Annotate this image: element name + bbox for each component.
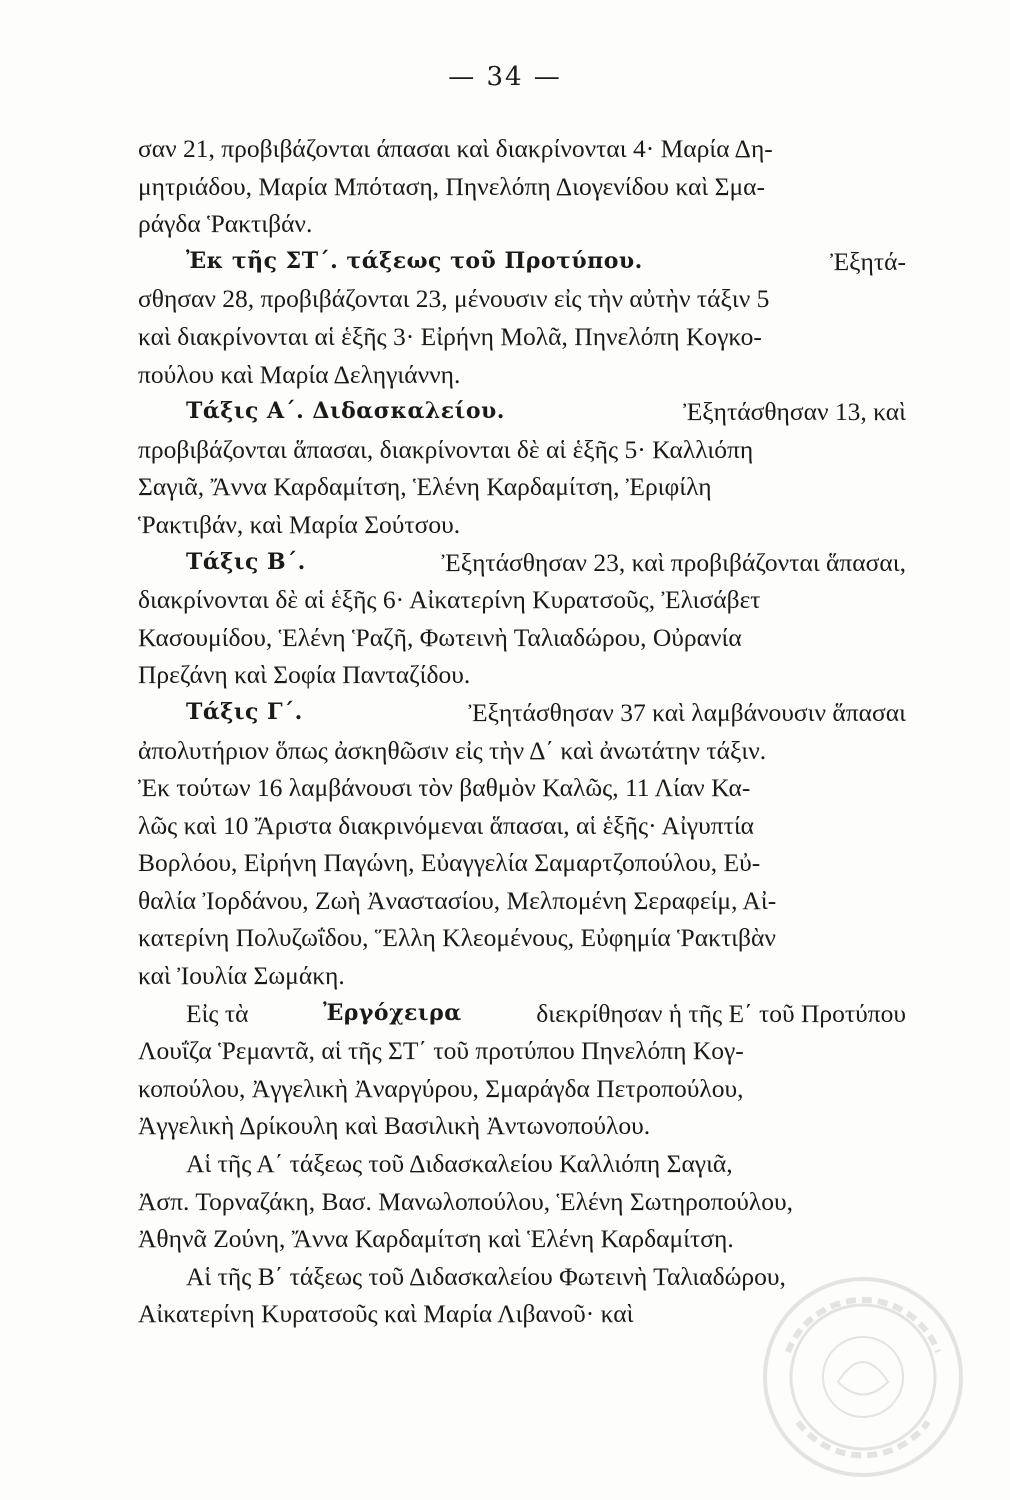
text-line [138, 957, 906, 995]
section-heading: Τάξις Γ΄. [186, 698, 303, 725]
line-text: καὶ Ἰουλία Σωμάκη. [138, 961, 345, 991]
line-text: διακρίνονται δὲ αἱ ἑξῆς 6· Αἰκατερίνη Κυρατσοῦς, Ἐλισάβετ [138, 585, 761, 615]
text-line [138, 769, 906, 807]
line-text: Βορλόου, Εἰρήνη Παγώνη, Εὐαγγελία Σαμαρτζοπούλου, Εὐ- [138, 848, 761, 878]
line-text: θαλία Ἰορδάνου, Ζωὴ Ἀναστασίου, Μελπομένη Σεραφείμ, Αἰ- [138, 885, 777, 915]
library-seal-stamp-icon [758, 1272, 968, 1482]
text-line [138, 544, 906, 582]
line-text: Ἐξητά- [830, 246, 906, 276]
text-line [138, 431, 906, 469]
line-text: Ἀσπ. Τορναζάκη, Βασ. Μανωλοπούλου, Ἑλένη Σωτηροπούλου, [138, 1186, 793, 1216]
line-lead: Εἰς τὰ [186, 998, 249, 1028]
text-line [138, 318, 906, 356]
text-line [138, 393, 906, 431]
text-line [138, 168, 906, 206]
text-line [138, 694, 906, 732]
text-line [138, 1220, 906, 1258]
line-text: πούλου καὶ Μαρία Δεληγιάννη. [138, 359, 461, 389]
line-text: Κασουμίδου, Ἑλένη Ῥαζῆ, Φωτεινὴ Ταλιαδώρου, Οὐρανία [138, 622, 742, 652]
line-text: Ἐκ τούτων 16 λαμβάνουσι τὸν βαθμὸν Καλῶς, 11 Λίαν Κα- [138, 773, 751, 803]
section-heading: Τάξις Α΄. Διδασκαλείου. [186, 398, 505, 425]
text-line [138, 1070, 906, 1108]
text-line [138, 130, 906, 168]
text-line [138, 506, 906, 544]
line-text: Ἐξητάσθησαν 37 καὶ λαμβάνουσιν ἅπασαι [468, 697, 906, 727]
line-text: Πρεζάνη καὶ Σοφία Πανταζίδου. [138, 660, 471, 690]
text-line [138, 882, 906, 920]
line-text: προβιβάζονται ἅπασαι, διακρίνονται δὲ αἱ ἑξῆς 5· Καλλιόπη [138, 434, 754, 464]
line-text: λῶς καὶ 10 Ἄριστα διακρινόμεναι ἅπασαι, αἱ ἑξῆς· Αἰγυπτία [138, 810, 755, 840]
line-text: καὶ διακρίνονται αἱ ἑξῆς 3· Εἰρήνη Μολᾶ, Πηνελόπη Κογκο- [138, 321, 762, 351]
text-line [138, 1107, 906, 1145]
line-text: διεκρίθησαν ἡ τῆς Ε΄ τοῦ Προτύπου [536, 998, 906, 1028]
text-line [138, 1183, 906, 1221]
line-text: σθησαν 28, προβιβάζονται 23, μένουσιν εἰς τὴν αὐτὴν τάξιν 5 [138, 284, 770, 314]
line-text: Ῥακτιβάν, καὶ Μαρία Σούτσου. [138, 509, 461, 539]
text-line [138, 1032, 906, 1070]
page-number: — 34 — [448, 62, 562, 92]
line-text: σαν 21, προβιβάζονται άπασαι καὶ διακρίνονται 4· Μαρία Δη- [138, 134, 773, 163]
line-text: Αἰκατερίνη Κυρατσοῦς καὶ Μαρία Λιβανοῦ· καὶ [138, 1299, 634, 1329]
text-line [138, 732, 906, 770]
text-line [138, 280, 906, 318]
text-line [138, 356, 906, 394]
text-line [138, 619, 906, 657]
line-text: Σαγιᾶ, Ἄννα Καρδαμίτση, Ἑλένη Καρδαμίτση, Ἐριφίλη [138, 472, 712, 502]
text-line [138, 581, 906, 619]
body-text [138, 130, 906, 1333]
text-line [138, 468, 906, 506]
line-text: Ἀγγελικὴ Δρίκουλη καὶ Βασιλικὴ Ἀντωνοπούλου. [138, 1111, 651, 1141]
line-text: Ἐξητάσθησαν 23, καὶ προβιβάζονται ἅπασαι, [441, 547, 906, 577]
line-text: μητριάδου, Μαρία Μπόταση, Πηνελόπη Διογενίδου καὶ Σμα- [138, 171, 766, 201]
line-text: Αἱ τῆς Β΄ τάξεως τοῦ Διδασκαλείου Φωτεινὴ Ταλιαδώρου, [186, 1261, 786, 1291]
line-text: κατερίνη Πολυζωΐδου, Ἕλλη Κλεομένους, Εὐφημία Ῥακτιβὰν [138, 923, 776, 953]
line-text: Ἐξητάσθησαν 13, καὶ [683, 397, 906, 427]
line-text: Ἀθηνᾶ Ζούνη, Ἄννα Καρδαμίτση καὶ Ἑλένη Καρδαμίτση. [138, 1224, 734, 1254]
line-text: ράγδα Ῥακτιβάν. [138, 209, 313, 239]
text-line [138, 1145, 906, 1183]
section-heading: Τάξις Β΄. [186, 548, 306, 575]
text-line [138, 844, 906, 882]
text-line [138, 807, 906, 845]
line-text: κοπούλου, Ἀγγελικὴ Ἀναργύρου, Σμαράγδα Πετροπούλου, [138, 1073, 744, 1103]
section-heading: Ἐκ τῆς ΣΤ΄. τάξεως τοῦ Προτύπου. [186, 247, 643, 274]
text-line [138, 919, 906, 957]
section-heading: Ἐργόχειρα [323, 999, 462, 1026]
line-text: ἀπολυτήριον ὅπως ἀσκηθῶσιν εἰς τὴν Δ΄ καὶ ἀνωτάτην τάξιν. [138, 735, 767, 765]
text-line [138, 205, 906, 243]
line-text: Αἱ τῆς Α΄ τάξεως τοῦ Διδασκαλείου Καλλιόπη Σαγιᾶ, [186, 1149, 733, 1179]
text-line [138, 656, 906, 694]
line-text: Λουΐζα Ῥεμαντᾶ, αἱ τῆς ΣΤ΄ τοῦ προτύπου Πηνελόπη Κογ- [138, 1036, 744, 1066]
text-line [138, 243, 906, 281]
text-line [138, 995, 906, 1033]
